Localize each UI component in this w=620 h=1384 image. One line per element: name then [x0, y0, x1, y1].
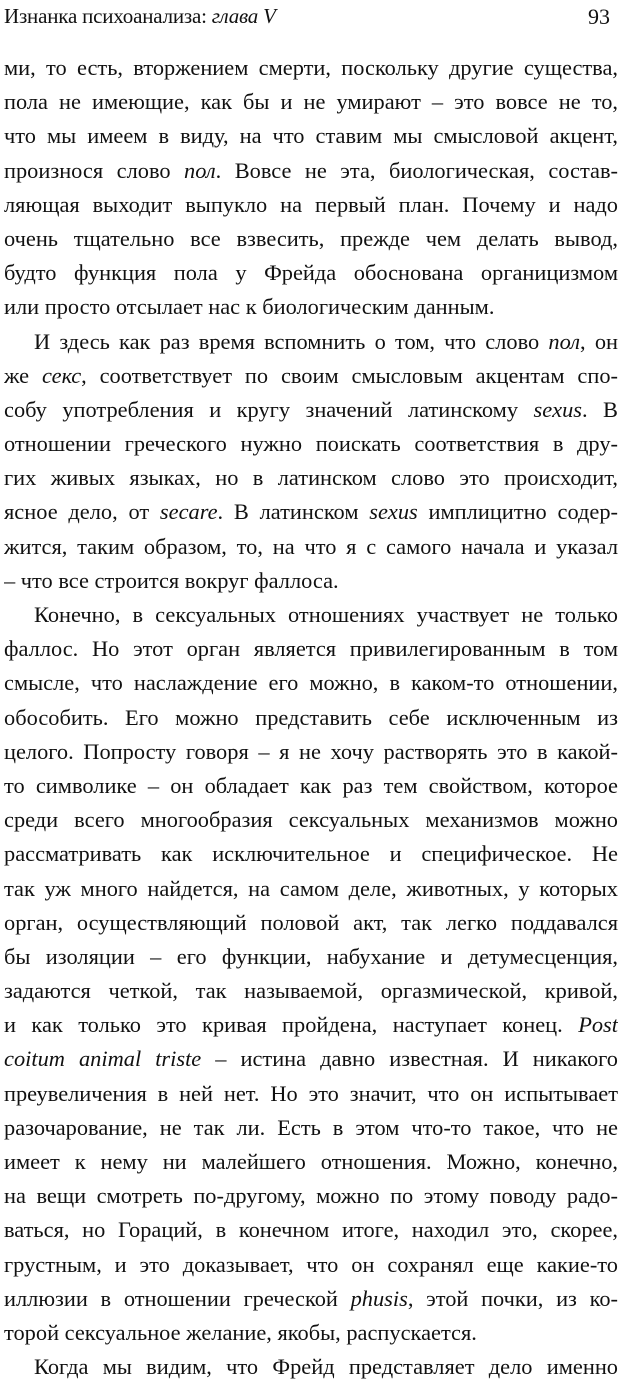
text-segment: ясное дело, от: [4, 499, 160, 525]
italic-term: Post: [578, 1012, 618, 1038]
text-line: [4, 188, 618, 222]
text-segment: смысле, что наслаждение его можно, в каком-то отношении,: [4, 670, 618, 696]
text-line: [4, 632, 618, 666]
text-line: [4, 1145, 618, 1179]
text-segment: фаллос. Но этот орган является привилегированным в том: [4, 636, 618, 662]
text-line: [4, 119, 618, 153]
text-line: [4, 290, 618, 324]
running-head: [4, 4, 276, 29]
text-segment: И здесь как раз время вспомнить о том, что слово: [34, 328, 549, 354]
text-segment: торой сексуальное желание, якобы, распускается.: [4, 1319, 477, 1345]
text-line: [4, 1248, 618, 1282]
text-line: [4, 495, 618, 529]
text-segment: преувеличения в ней нет. Но это значит, что он испытывает: [4, 1080, 618, 1106]
text-line: [4, 1008, 618, 1042]
text-segment: – истина давно известная. И никакого: [201, 1046, 618, 1072]
text-line: [4, 51, 618, 85]
italic-term: пол: [548, 328, 581, 354]
text-line: [4, 325, 618, 359]
page-number: 93: [588, 4, 610, 29]
text-line: [4, 735, 618, 769]
text-segment: отношении греческого нужно поискать соответствия в дру-: [4, 431, 618, 457]
running-head-title: Изнанка психоанализа:: [4, 4, 212, 28]
text-line: [4, 803, 618, 837]
text-line: [4, 701, 618, 735]
text-segment: иллюзии в отношении греческой: [4, 1285, 351, 1311]
italic-term: пол: [184, 157, 216, 183]
text-line: [4, 85, 618, 119]
text-segment: будто функция пола у Фрейда обоснована органицизмом: [4, 260, 618, 286]
italic-term: sexus: [369, 499, 418, 525]
text-line: [4, 1077, 618, 1111]
text-segment: имеет к нему ни малейшего отношения. Можно, конечно,: [4, 1149, 618, 1174]
italic-term: секс: [42, 362, 82, 388]
text-segment: очень тщательно все взвесить, прежде чем делать вывод,: [4, 225, 618, 251]
text-line: [4, 530, 618, 564]
text-segment: целого. Попросту говоря – я не хочу растворять это в какой-: [4, 738, 618, 764]
text-line: [4, 666, 618, 700]
text-line: [4, 974, 618, 1008]
body-text: [4, 51, 618, 1384]
text-line: [4, 837, 618, 871]
text-segment: Конечно, в сексуальных отношениях участвует не только: [34, 602, 618, 627]
text-segment: то символике – он обладает как раз тем свойством, которое: [4, 772, 618, 798]
text-segment: собу употребления и кругу значений латинскому: [4, 396, 534, 422]
text-segment: – что все строится вокруг фаллоса.: [4, 567, 339, 593]
text-line: [4, 906, 618, 940]
text-segment: грустным, и это доказывает, что он сохранял еще какие-то: [4, 1251, 618, 1277]
text-line: [4, 1042, 618, 1076]
text-segment: обособить. Его можно представить себе исключенным из: [4, 704, 618, 730]
text-segment: на вещи смотреть по-другому, можно по этому поводу радо-: [4, 1183, 618, 1209]
italic-term: secare: [159, 499, 218, 525]
text-line: [4, 1350, 618, 1384]
text-segment: бы изоляции – его функции, набухание и детумесценция,: [4, 943, 618, 969]
text-line: [4, 461, 618, 495]
text-segment: гих живых языках, но в латинском слово это происходит,: [4, 465, 618, 491]
text-line: [4, 1282, 618, 1316]
text-segment: , он: [580, 328, 618, 354]
text-segment: Когда мы видим, что Фрейд представляет дело именно: [34, 1354, 618, 1380]
text-segment: же: [4, 362, 42, 388]
text-segment: задаются четкой, так называемой, оргазмической, кривой,: [4, 978, 618, 1004]
text-line: [4, 256, 618, 290]
text-line: [4, 1316, 618, 1350]
text-line: [4, 598, 618, 632]
text-segment: рассматривать как исключительное и специфическое. Не: [4, 841, 618, 867]
text-line: [4, 1111, 618, 1145]
text-segment: ми, то есть, вторжением смерти, поскольку другие существа,: [4, 55, 618, 80]
text-segment: ляющая выходит выпукло на первый план. Почему и надо: [4, 191, 618, 217]
italic-term: sexus: [533, 396, 582, 422]
text-segment: пола не имеющие, как бы и не умирают – это вовсе не то,: [4, 89, 618, 115]
text-line: [4, 769, 618, 803]
text-segment: ваться, но Гораций, в конечном итоге, находил это, скорее,: [4, 1217, 618, 1243]
running-head-chapter: глава V: [211, 4, 276, 28]
text-line: [4, 940, 618, 974]
text-segment: . Вовсе не эта, биологическая, состав-: [215, 157, 618, 183]
text-segment: . В латинском: [217, 499, 370, 525]
text-line: [4, 872, 618, 906]
text-segment: произнося слово: [4, 157, 185, 183]
italic-term: coitum animal triste: [4, 1046, 202, 1072]
text-segment: , этой почки, из ко-: [407, 1285, 618, 1311]
text-segment: , соответствует по своим смысловым акцентам спо-: [81, 362, 618, 388]
text-line: [4, 393, 618, 427]
text-segment: имплицитно содер-: [417, 499, 618, 525]
text-line: [4, 359, 618, 393]
text-segment: разочарование, не так ли. Есть в этом что-то такое, что не: [4, 1114, 618, 1140]
text-segment: что мы имеем в виду, на что ставим мы смысловой акцент,: [4, 123, 618, 149]
text-line: [4, 154, 618, 188]
text-line: [4, 1213, 618, 1247]
text-line: [4, 427, 618, 461]
text-line: [4, 222, 618, 256]
text-line: [4, 1179, 618, 1213]
text-segment: . В: [582, 396, 618, 422]
text-segment: так уж много найдется, на самом деле, животных, у которых: [4, 875, 618, 901]
text-segment: жится, таким образом, то, на что я с самого начала и указал: [4, 533, 618, 559]
text-segment: среди всего многообразия сексуальных механизмов можно: [4, 807, 618, 833]
text-line: [4, 564, 618, 598]
text-segment: орган, осуществляющий половой акт, так легко поддавался: [4, 909, 618, 935]
text-segment: и как только это кривая пройдена, наступает конец.: [4, 1012, 579, 1038]
text-segment: или просто отсылает нас к биологическим данным.: [4, 294, 495, 320]
italic-term: phusis: [350, 1285, 408, 1311]
